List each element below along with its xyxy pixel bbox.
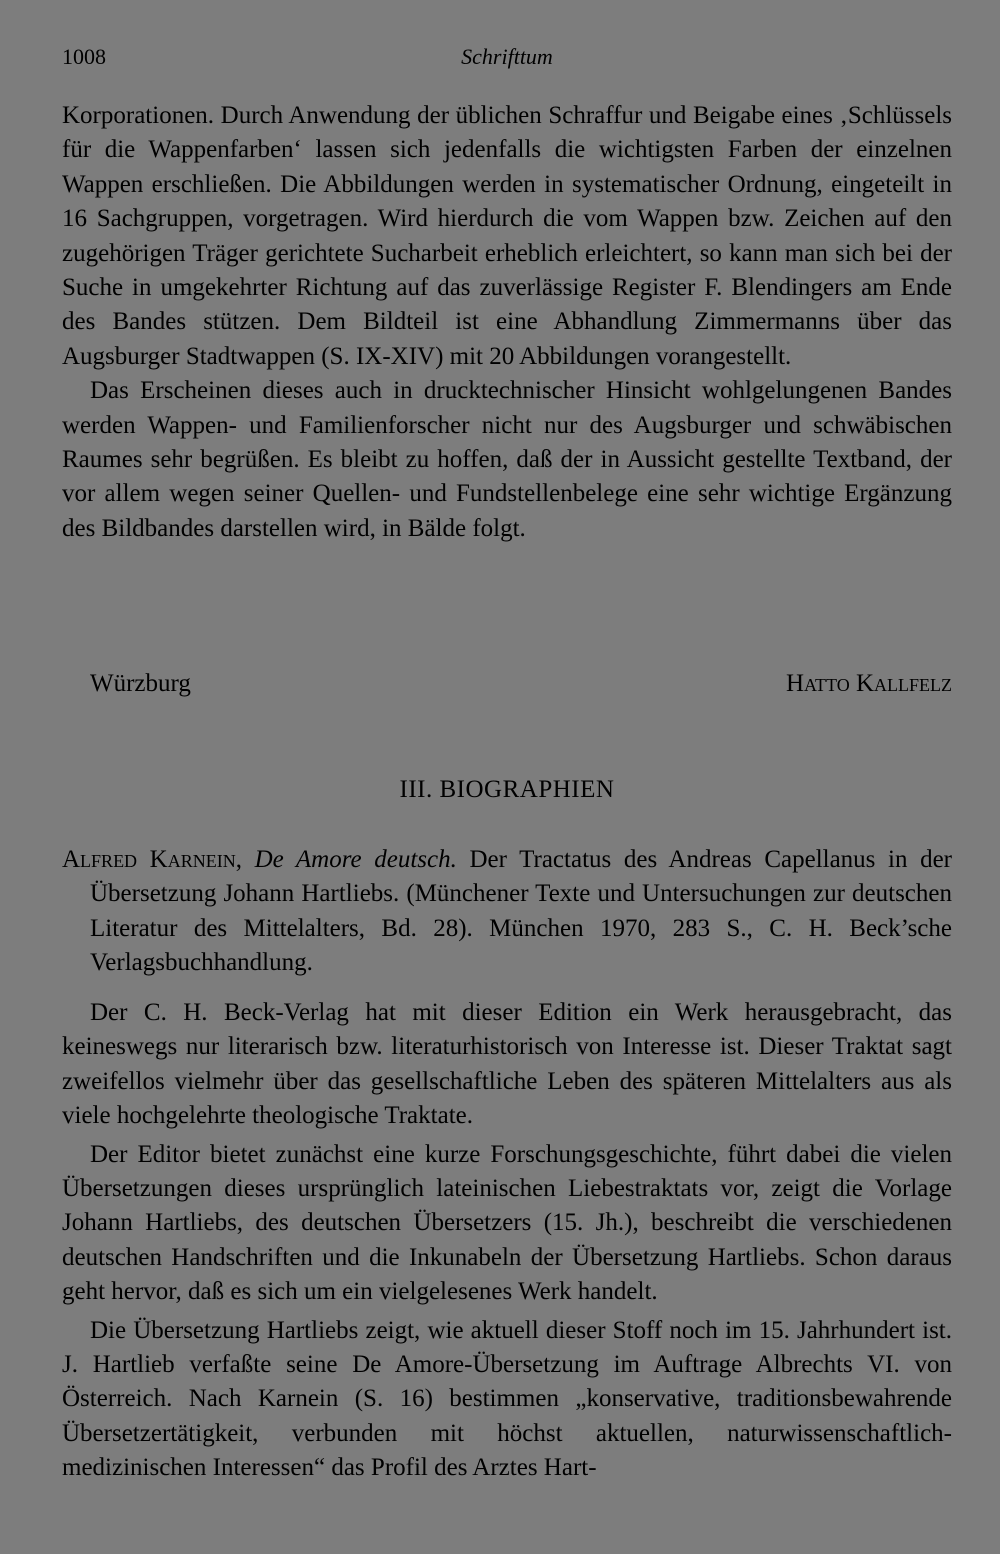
page-header <box>62 44 952 78</box>
book-citation <box>62 843 952 981</box>
citation-details: Der Tractatus des Andreas Capellanus in der Übersetzung Johann Hartliebs. (Münchener Texte und Untersuchungen zur deutschen Literatur des Mittelalters, Bd. 28). München 1970, 283 S., C. H. Beck’sche Verlagsbuchhandlung. <box>90 846 953 977</box>
reviewer-name: Hatto Kallfelz <box>785 670 952 697</box>
section-heading: III. BIOGRAPHIEN <box>399 776 615 803</box>
paragraph: Korporationen. Durch Anwendung der üblichen Schraffur und Beigabe eines ‚Schlüssels für die Wappenfarben‘ lassen sich jedenfalls die wichtigsten Farben der einzelnen Wappen erschließen. Die Abbildungen werden in systematischer Ordnung, eingeteilt in 16 Sachgruppen, vorgetragen. Wird hierdurch die vom Wappen bzw. Zeichen auf den zugehörigen Träger gerichtete Sucharbeit erheblich erleichtert, so kann man sich bei der Suche in umgekehrter Richtung auf das zuverlässige Register F. Blendingers am Ende des Bandes stützen. Dem Bildteil ist eine Abhandlung Zimmermanns über das Augsburger Stadtwappen (S. IX-XIV) mit 20 Abbildungen vorangestellt. <box>62 102 952 370</box>
paragraph: Die Übersetzung Hartliebs zeigt, wie aktuell dieser Stoff noch im 15. Jahrhundert ist. J. Hartlieb verfaßte seine De Amore-Übersetzung im Auftrage Albrechts VI. von Österreich. Nach Karnein (S. 16) bestimmen „konservative, traditionsbewahrende Übersetzertätigkeit, verbunden mit höchst aktuellen, naturwissenschaftlich-medizinischen Interessen“ das Profil des Arztes Hart- <box>62 1316 952 1482</box>
citation-author: Alfred Karnein, <box>62 846 242 873</box>
paragraph: Das Erscheinen dieses auch in drucktechnischer Hinsicht wohlgelungenen Bandes werden Wappen- und Familienforscher nicht nur des Augsburger und schwäbischen Raumes sehr begrüßen. Es bleibt zu hoffen, daß der in Aussicht gestellte Textband, der vor allem wegen seiner Quellen- und Fundstellenbelege eine sehr wichtige Ergänzung des Bildbandes darstellen wird, in Bälde folgt. <box>62 377 952 542</box>
review-continuation <box>62 99 952 546</box>
review-body <box>62 996 952 1486</box>
signature-place: Würzburg <box>90 670 191 697</box>
review-signature <box>90 670 952 706</box>
running-title: Schrifttum <box>461 44 553 69</box>
paragraph: Der C. H. Beck-Verlag hat mit dieser Edition ein Werk herausgebracht, das keineswegs nur literarisch bzw. literaturhistorisch von Interesse ist. Dieser Traktat sagt zweifellos vielmehr über das gesellschaftliche Leben des späteren Mittelalters aus als viele hochgelehrte theologische Traktate. <box>62 999 952 1130</box>
citation-title: De Amore deutsch. <box>254 846 457 873</box>
page-number: 1008 <box>62 44 106 69</box>
paragraph: Der Editor bietet zunächst eine kurze Forschungsgeschichte, führt dabei die vielen Übersetzungen dieses ursprünglich lateinischen Liebestraktats vor, zeigt die Vorlage Johann Hartliebs, des deutschen Übersetzers (15. Jh.), beschreibt die verschiedenen deutschen Handschriften und die Inkunabeln der Übersetzung Hartliebs. Schon daraus geht hervor, daß es sich um ein vielgelesenes Werk handelt. <box>62 1140 952 1306</box>
